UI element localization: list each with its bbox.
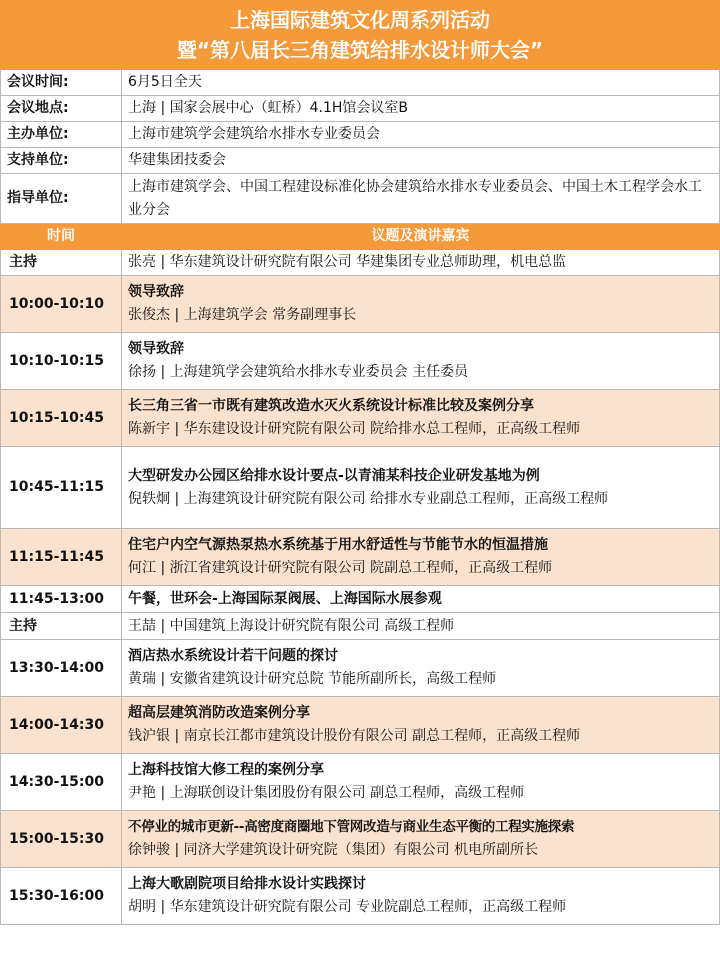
schedule-speaker: 钱沪银 | 南京长江都市建筑设计股份有限公司 副总工程师，正高级工程师: [128, 728, 581, 744]
info-label: 主办单位:: [1, 122, 122, 148]
info-label: 会议时间:: [1, 70, 122, 96]
schedule-row: [1, 390, 720, 447]
schedule-time: 14:00-14:30: [1, 697, 122, 754]
schedule-row: [1, 640, 720, 697]
schedule-speaker: 黄瑞 | 安徽省建筑设计研究总院 节能所副所长，高级工程师: [128, 671, 497, 687]
schedule-content: [122, 390, 720, 447]
schedule-topic: 上海大歌剧院项目给排水设计实践探讨: [128, 876, 366, 892]
schedule-speaker: 陈新宇 | 华东建设设计研究院有限公司 院给排水总工程师，正高级工程师: [128, 421, 581, 437]
schedule-row: [1, 868, 720, 925]
schedule-content: [122, 811, 720, 868]
schedule-row: [1, 333, 720, 390]
schedule-time: 14:30-15:00: [1, 754, 122, 811]
info-row-venue: [1, 96, 720, 122]
schedule-speaker: 张亮 | 华东建筑设计研究院有限公司 华建集团专业总师助理，机电总监: [128, 254, 567, 270]
title-line-2: 暨“第八届长三角建筑给排水设计师大会”: [176, 38, 544, 62]
schedule-content: [122, 586, 720, 613]
info-value: 6月5日全天: [122, 70, 720, 96]
info-value: 上海市建筑学会建筑给水排水专业委员会: [122, 122, 720, 148]
info-row-host: [1, 122, 720, 148]
schedule-topic: 不停业的城市更新--高密度商圈地下管网改造与商业生态平衡的工程实施探索: [128, 819, 575, 835]
schedule-time: 11:15-11:45: [1, 529, 122, 586]
schedule-time: 10:45-11:15: [1, 447, 122, 529]
schedule-content: [122, 276, 720, 333]
schedule-time: 15:00-15:30: [1, 811, 122, 868]
schedule-time: 13:30-14:00: [1, 640, 122, 697]
schedule-speaker: 徐钟骏 | 同济大学建筑设计研究院（集团）有限公司 机电所副所长: [128, 842, 539, 858]
schedule-time: 10:00-10:10: [1, 276, 122, 333]
schedule-speaker: 王喆 | 中国建筑上海设计研究院有限公司 高级工程师: [128, 617, 455, 634]
schedule-content: [122, 868, 720, 925]
schedule-content: [122, 529, 720, 586]
info-value: 上海 | 国家会展中心（虹桥）4.1H馆会议室B: [122, 96, 720, 122]
schedule-content: [122, 697, 720, 754]
title-line-1: 上海国际建筑文化周系列活动: [230, 8, 490, 32]
schedule-topic: 上海科技馆大修工程的案例分享: [128, 762, 324, 778]
schedule-header-row: [1, 224, 720, 250]
schedule-topic: 午餐，世环会-上海国际泵阀展、上海国际水展参观: [128, 590, 442, 607]
schedule-row: [1, 529, 720, 586]
schedule-content: [122, 333, 720, 390]
schedule-row: [1, 697, 720, 754]
schedule-content: [122, 640, 720, 697]
schedule-topic: 大型研发办公园区给排水设计要点-以青浦某科技企业研发基地为例: [128, 467, 540, 484]
schedule-content: [122, 613, 720, 640]
info-value: 上海市建筑学会、中国工程建设标准化协会建筑给水排水专业委员会、中国土木工程学会水工业分会: [122, 174, 720, 224]
header-time: 时间: [1, 224, 122, 250]
schedule-topic: 住宅户内空气源热泵热水系统基于用水舒适性与节能节水的恒温措施: [128, 537, 548, 553]
schedule-speaker: 倪轶炯 | 上海建筑设计研究院有限公司 给排水专业副总工程师，正高级工程师: [128, 490, 609, 507]
schedule-row: [1, 754, 720, 811]
schedule-topic: 酒店热水系统设计若干问题的探讨: [128, 648, 338, 664]
info-label: 指导单位:: [1, 174, 122, 224]
schedule-topic: 领导致辞: [128, 284, 184, 300]
schedule-row: [1, 447, 720, 529]
schedule-topic: 长三角三省一市既有建筑改造水灭火系统设计标准比较及案例分享: [128, 398, 534, 414]
title-row: [1, 1, 720, 70]
schedule-time: 主持: [1, 250, 122, 276]
schedule-row: [1, 276, 720, 333]
info-label: 支持单位:: [1, 148, 122, 174]
schedule-topic: 领导致辞: [128, 341, 184, 357]
schedule-speaker: 徐扬 | 上海建筑学会建筑给水排水专业委员会 主任委员: [128, 364, 469, 380]
schedule-topic: 超高层建筑消防改造案例分享: [128, 705, 310, 721]
info-row-guide: [1, 174, 720, 224]
info-row-support: [1, 148, 720, 174]
schedule-time: 10:10-10:15: [1, 333, 122, 390]
schedule-speaker: 何江 | 浙江省建筑设计研究院有限公司 院副总工程师，正高级工程师: [128, 560, 553, 576]
schedule-time: 11:45-13:00: [1, 586, 122, 613]
schedule-row: [1, 250, 720, 276]
schedule-speaker: 胡明 | 华东建筑设计研究院有限公司 专业院副总工程师，正高级工程师: [128, 899, 567, 915]
info-value: 华建集团技委会: [122, 148, 720, 174]
schedule-time: 10:15-10:45: [1, 390, 122, 447]
schedule-row: [1, 811, 720, 868]
info-label: 会议地点:: [1, 96, 122, 122]
schedule-content: [122, 447, 720, 529]
schedule-content: [122, 754, 720, 811]
schedule-speaker: 尹艳 | 上海联创设计集团股份有限公司 副总工程师，高级工程师: [128, 785, 525, 801]
header-topic: 议题及演讲嘉宾: [122, 224, 720, 250]
schedule-time: 主持: [1, 613, 122, 640]
schedule-speaker: 张俊杰 | 上海建筑学会 常务副理事长: [128, 307, 357, 323]
schedule-row: [1, 613, 720, 640]
schedule-row: [1, 586, 720, 613]
schedule-time: 15:30-16:00: [1, 868, 122, 925]
info-row-time: [1, 70, 720, 96]
title-cell: [1, 1, 720, 70]
schedule-content: [122, 250, 720, 276]
